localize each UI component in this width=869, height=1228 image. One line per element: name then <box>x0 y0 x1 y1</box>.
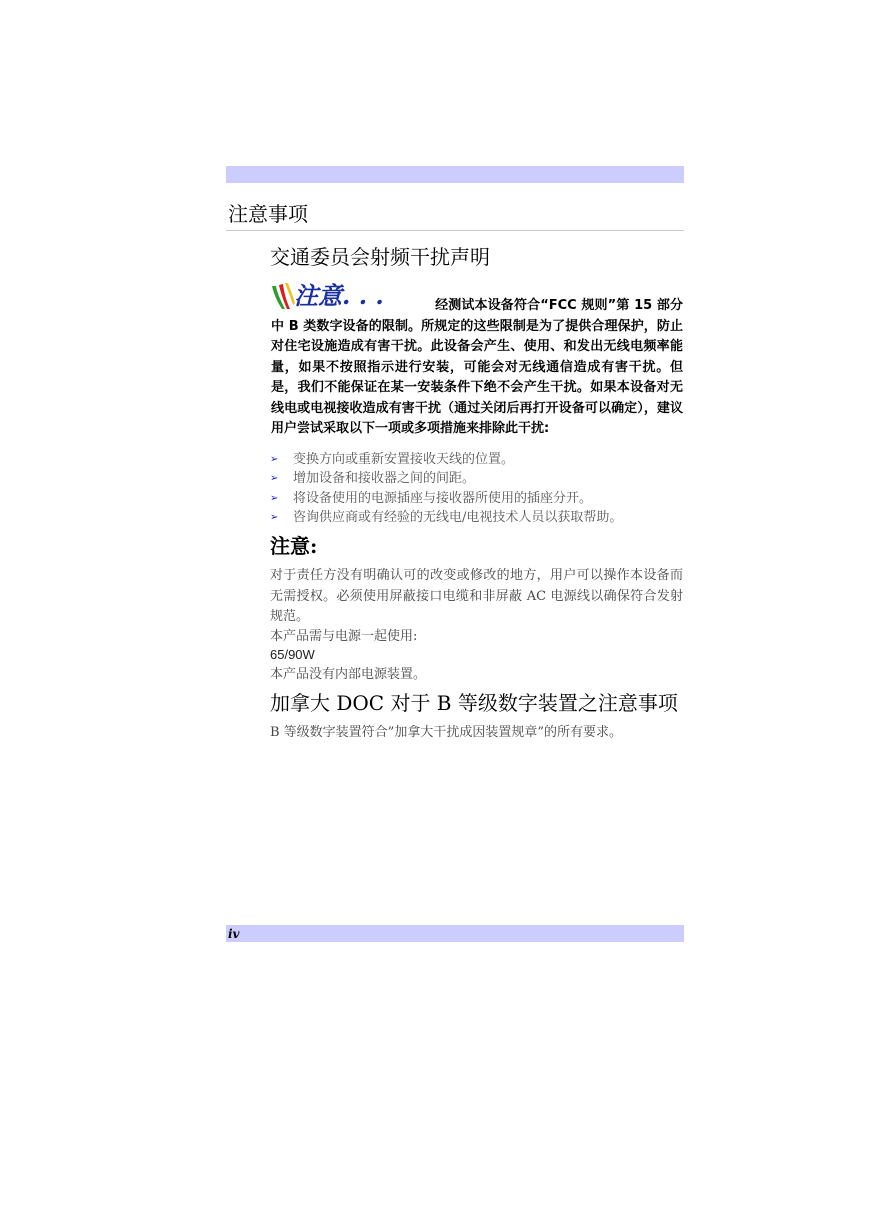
title-divider <box>226 230 684 231</box>
list-item-text: 咨询供应商或有经验的无线电/电视技术人员以获取帮助。 <box>293 509 623 525</box>
fcc-statement <box>271 296 683 440</box>
canada-heading: 加拿大 DOC 对于 B 等级数字装置之注意事项 <box>270 691 678 715</box>
section-title: 注意事项 <box>228 202 308 226</box>
list-item-text: 变换方向或重新安置接收天线的位置。 <box>293 452 515 467</box>
caution-heading: 注意: <box>270 534 318 558</box>
list-item-text: 将设备使用的电源插座与接收器所使用的插座分开。 <box>293 490 593 506</box>
notice-logo-text: 注意. . . <box>294 281 384 310</box>
power-rating: 65/90W <box>270 647 315 662</box>
interference-measures-list <box>270 450 690 527</box>
arrow-bullet-icon: ➢ <box>270 454 279 465</box>
list-item <box>270 508 690 527</box>
header-band <box>226 166 684 183</box>
canada-text: B 等级数字装置符合”加拿大干扰成因装置规章”的所有要求。 <box>270 725 622 740</box>
list-item <box>270 450 690 469</box>
list-item <box>270 489 690 508</box>
fcc-statement-text: 经测试本设备符合“FCC 规则”第 15 部分中 B 类数字设备的限制。所规定的这些限制是为了提供合理保护，防止对住宅设施造成有害干扰。此设备会产生、使用、和发出无线电频率能量，如果不按照指示进行安装，可能会对无线通信造成有害干扰。但是，我们不能保证在某一安装条件下绝不会产生干扰。如果本设备对无线电或电视接收造成有害干扰（通过关闭后再打开设备可以确定），建议用户尝试采取以下一项或多项措施来排除此干扰: <box>271 298 683 436</box>
footer-band <box>226 925 684 942</box>
fcc-heading: 交通委员会射频干扰声明 <box>270 245 490 269</box>
no-internal-power-note: 本产品没有内部电源装置。 <box>270 667 427 682</box>
logo-indent <box>271 308 435 309</box>
arrow-bullet-icon: ➢ <box>270 492 279 504</box>
arrow-bullet-icon: ➢ <box>270 473 279 485</box>
power-intro: 本产品需与电源一起使用: <box>270 629 418 644</box>
page-number: iv <box>228 927 240 941</box>
arrow-bullet-icon: ➢ <box>270 511 279 523</box>
caution-paragraph: 对于责任方没有明确认可的改变或修改的地方，用户可以操作本设备而无需授权。必须使用屏蔽接口电缆和非屏蔽 AC 电源线以确保符合发射规范。 <box>270 568 683 624</box>
list-item-text: 增加设备和接收器之间的间距。 <box>293 471 476 487</box>
list-item <box>270 469 690 488</box>
